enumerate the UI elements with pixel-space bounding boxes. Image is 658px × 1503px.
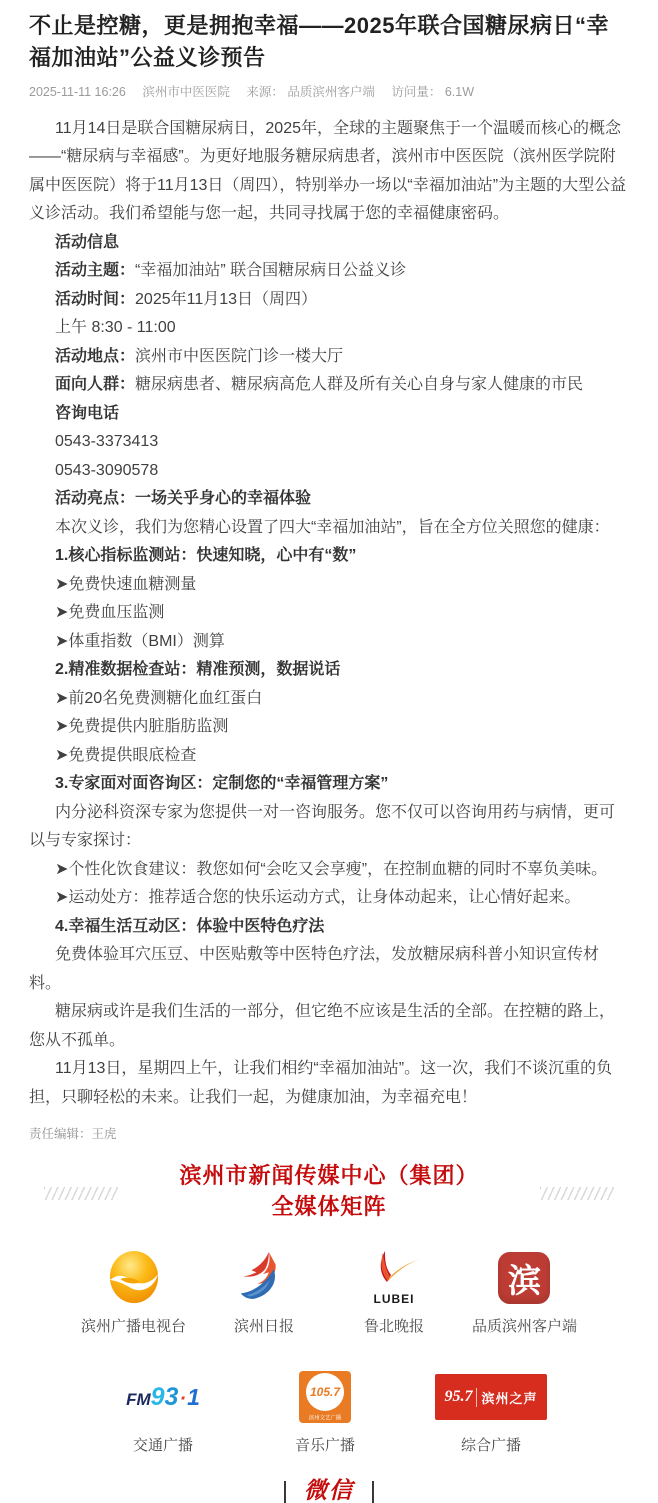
hash-decoration-left-icon: [44, 1187, 118, 1200]
meta-source: 品质滨州客户端: [287, 84, 375, 99]
paragraph-text: ➤运动处方：推荐适合您的快乐运动方式，让身体动起来，让心情好起来。: [55, 889, 581, 907]
paragraph-text: 3.专家面对面咨询区：定制您的“幸福管理方案”: [55, 775, 389, 793]
paragraph-label: 活动主题：: [55, 262, 136, 280]
logo-row-1: [81, 1249, 577, 1336]
paragraph-text: 内分泌科资深专家为您提供一对一咨询服务。您不仅可以咨询用药与病情，更可以与专家探讨：: [29, 803, 616, 850]
lubei-wordmark: LUBEI: [373, 1291, 415, 1306]
logo-binzhou-daily: [212, 1249, 316, 1336]
article-paragraph: [29, 457, 629, 486]
editor-line: [29, 1124, 629, 1142]
paragraph-text: 0543-3373413: [55, 433, 159, 451]
paragraph-text: 咨询电话: [55, 404, 120, 422]
matrix-title-line1: 滨州市新闻传媒中心（集团）: [179, 1163, 479, 1189]
logo-label: 交通广播: [132, 1437, 193, 1455]
fm931-digit: 9: [150, 1382, 165, 1411]
article-paragraph: [29, 229, 629, 258]
logo-label: 音乐广播: [294, 1437, 355, 1455]
wechat-label: 微信: [304, 1477, 354, 1503]
article-paragraph: [29, 314, 629, 343]
article-paragraph: [29, 514, 629, 543]
article-paragraph: [29, 257, 629, 286]
paragraph-text: ➤免费提供内脏脂肪监测: [55, 718, 229, 736]
paragraph-text: 滨州市中医医院门诊一楼大厅: [135, 347, 344, 365]
paragraph-text: ➤免费提供眼底检查: [55, 746, 197, 764]
article-paragraph: [29, 742, 629, 771]
fm931-digit: 1: [187, 1383, 200, 1410]
logo-label: 综合广播: [460, 1437, 521, 1455]
logo-label: 品质滨州客户端: [471, 1318, 577, 1336]
article-paragraph: [29, 685, 629, 714]
article-paragraph: [29, 343, 629, 372]
logo-label: 滨州广播电视台: [81, 1318, 187, 1336]
article-paragraph: [29, 400, 629, 429]
editor-name: 王虎: [91, 1127, 117, 1142]
fm931-digit: 3: [164, 1382, 179, 1411]
paragraph-text: ➤个性化饮食建议：教您如何“会吃又会享瘦”，在控制血糖的同时不辜负美味。: [55, 860, 608, 878]
article-meta: [29, 82, 629, 100]
paragraph-text: 免费体验耳穴压豆、中医贴敷等中医特色疗法，发放糖尿病科普小知识宣传材料。: [29, 946, 600, 992]
meta-source-label: 来源：: [246, 84, 284, 99]
paragraph-text: 11月14日是联合国糖尿病日，2025年，全球的主题聚焦于一个温暖而核心的概念——“糖尿病与幸福感”。为更好地服务糖尿病患者，滨州市中医医院（滨州医学院附属中医医院）将于11月13日（周四），特别举办一场以“幸福加油站”为主题的大型公益义诊活动。我们希望能与您一起，共同寻找属于您的幸福健康密码。: [29, 119, 627, 223]
binzhou-app-icon: [498, 1249, 550, 1307]
paragraph-label: 面向人群：: [55, 376, 136, 394]
fm957-number: 95.7: [444, 1388, 473, 1406]
paragraph-text: 活动亮点：一场关乎身心的幸福体验: [55, 490, 312, 508]
paragraph-text: 1.核心指标监测站：快速知晓，心中有“数”: [55, 547, 357, 565]
article-paragraph: [29, 713, 629, 742]
paragraph-text: 4.幸福生活互动区：体验中医特色疗法: [55, 917, 325, 935]
article-paragraph: [29, 1055, 629, 1112]
paragraph-text: 上午 8:30 - 11:00: [55, 319, 176, 337]
article-paragraph: [29, 428, 629, 457]
hash-decoration-right-icon: [540, 1187, 614, 1200]
paragraph-text: 糖尿病或许是我们生活的一部分，但它绝不应该是生活的全部。在控糖的路上，您从不孤单。: [29, 1003, 616, 1049]
fm957-badge-icon: [435, 1368, 547, 1426]
article-paragraph: [29, 799, 629, 856]
article-paragraph: [29, 998, 629, 1055]
article-paragraph: [29, 856, 629, 885]
fm931-dot: ·: [179, 1387, 187, 1410]
meta-org: 滨州市中医医院: [142, 84, 230, 99]
logo-label: 滨州日报: [233, 1318, 294, 1336]
paragraph-text: 本次义诊，我们为您精心设置了四大“幸福加油站”，旨在全方位关照您的健康：: [55, 518, 610, 536]
paragraph-text: 2025年11月13日（周四）: [135, 290, 318, 308]
wechat-divider-bar: |: [370, 1477, 376, 1503]
article-paragraph: [29, 571, 629, 600]
fm931-fm: FM: [126, 1389, 151, 1409]
paragraph-text: 0543-3090578: [55, 461, 159, 479]
paragraph-text: ➤前20名免费测糖化血红蛋白: [55, 689, 263, 707]
article-paragraph: [29, 115, 629, 229]
matrix-title-line2: 全媒体矩阵: [271, 1194, 387, 1220]
article-paragraph: [29, 656, 629, 685]
article-paragraph: [29, 286, 629, 315]
article-paragraph: [29, 628, 629, 657]
logo-pinzhi-binzhou-app: [472, 1249, 577, 1336]
fm1057-subtext: 滨州文艺广播: [308, 1415, 342, 1422]
wechat-section: [0, 1477, 658, 1503]
article-paragraph: [29, 485, 629, 514]
fm1057-badge-icon: [299, 1368, 351, 1426]
meta-views: 6.1W: [444, 84, 475, 99]
paragraph-text: ➤免费血压监测: [55, 604, 165, 622]
fm931-wordmark-icon: [126, 1368, 200, 1426]
logo-traffic-radio: [111, 1368, 215, 1455]
paragraph-text: 糖尿病患者、糖尿病高危人群及所有关心自身与家人健康的市民: [135, 376, 584, 394]
matrix-header: [0, 1158, 658, 1222]
logo-binzhou-tv: [81, 1249, 186, 1336]
media-matrix-footer: [0, 1158, 658, 1503]
paragraph-text: 2.精准数据检查站：精准预测，数据说话: [55, 661, 341, 679]
binzhou-app-glyph: 滨: [498, 1252, 550, 1304]
fm1057-number: 105.7: [309, 1384, 341, 1399]
article-paragraph: [29, 941, 629, 998]
editor-label: 责任编辑：: [29, 1127, 92, 1142]
paragraph-text: ➤体重指数（BMI）测算: [55, 632, 225, 650]
article-paragraph: [29, 913, 629, 942]
logo-music-radio: [273, 1368, 377, 1455]
paragraph-text: “幸福加油站” 联合国糖尿病日公益义诊: [135, 262, 407, 280]
meta-views-label: 访问量：: [391, 84, 442, 99]
article-paragraph: [29, 884, 629, 913]
article-paragraph: [29, 371, 629, 400]
paragraph-text: 活动信息: [55, 233, 120, 251]
logo-label: 鲁北晚报: [363, 1318, 424, 1336]
paragraph-label: 活动地点：: [55, 347, 136, 365]
paragraph-text: ➤免费快速血糖测量: [55, 575, 197, 593]
article-paragraph: [29, 599, 629, 628]
page-title: 不止是控糖，更是拥抱幸福——2025年联合国糖尿病日“幸福加油站”公益义诊预告: [29, 13, 609, 70]
paragraph-label: 活动时间：: [55, 290, 136, 308]
logo-lubei-evening-news: [342, 1249, 446, 1336]
tv-station-sphere-icon: [107, 1249, 161, 1307]
article-paragraph: [29, 770, 629, 799]
daily-bird-icon: [237, 1249, 291, 1307]
paragraph-text: 11月13日，星期四上午，让我们相约“幸福加油站”。这一次，我们不谈沉重的负担，只聊轻松的未来。让我们一起，为健康加油，为幸福充电！: [29, 1060, 613, 1106]
logo-row-2: [111, 1368, 547, 1455]
wechat-divider-bar: |: [282, 1477, 288, 1503]
article-paragraph: [29, 542, 629, 571]
fm957-name: 滨州之声: [476, 1388, 537, 1407]
article-body: [29, 115, 629, 1113]
lubei-flame-icon: [365, 1249, 423, 1307]
meta-datetime: 2025-11-11 16:26: [29, 84, 126, 99]
logo-general-radio: [435, 1368, 547, 1455]
